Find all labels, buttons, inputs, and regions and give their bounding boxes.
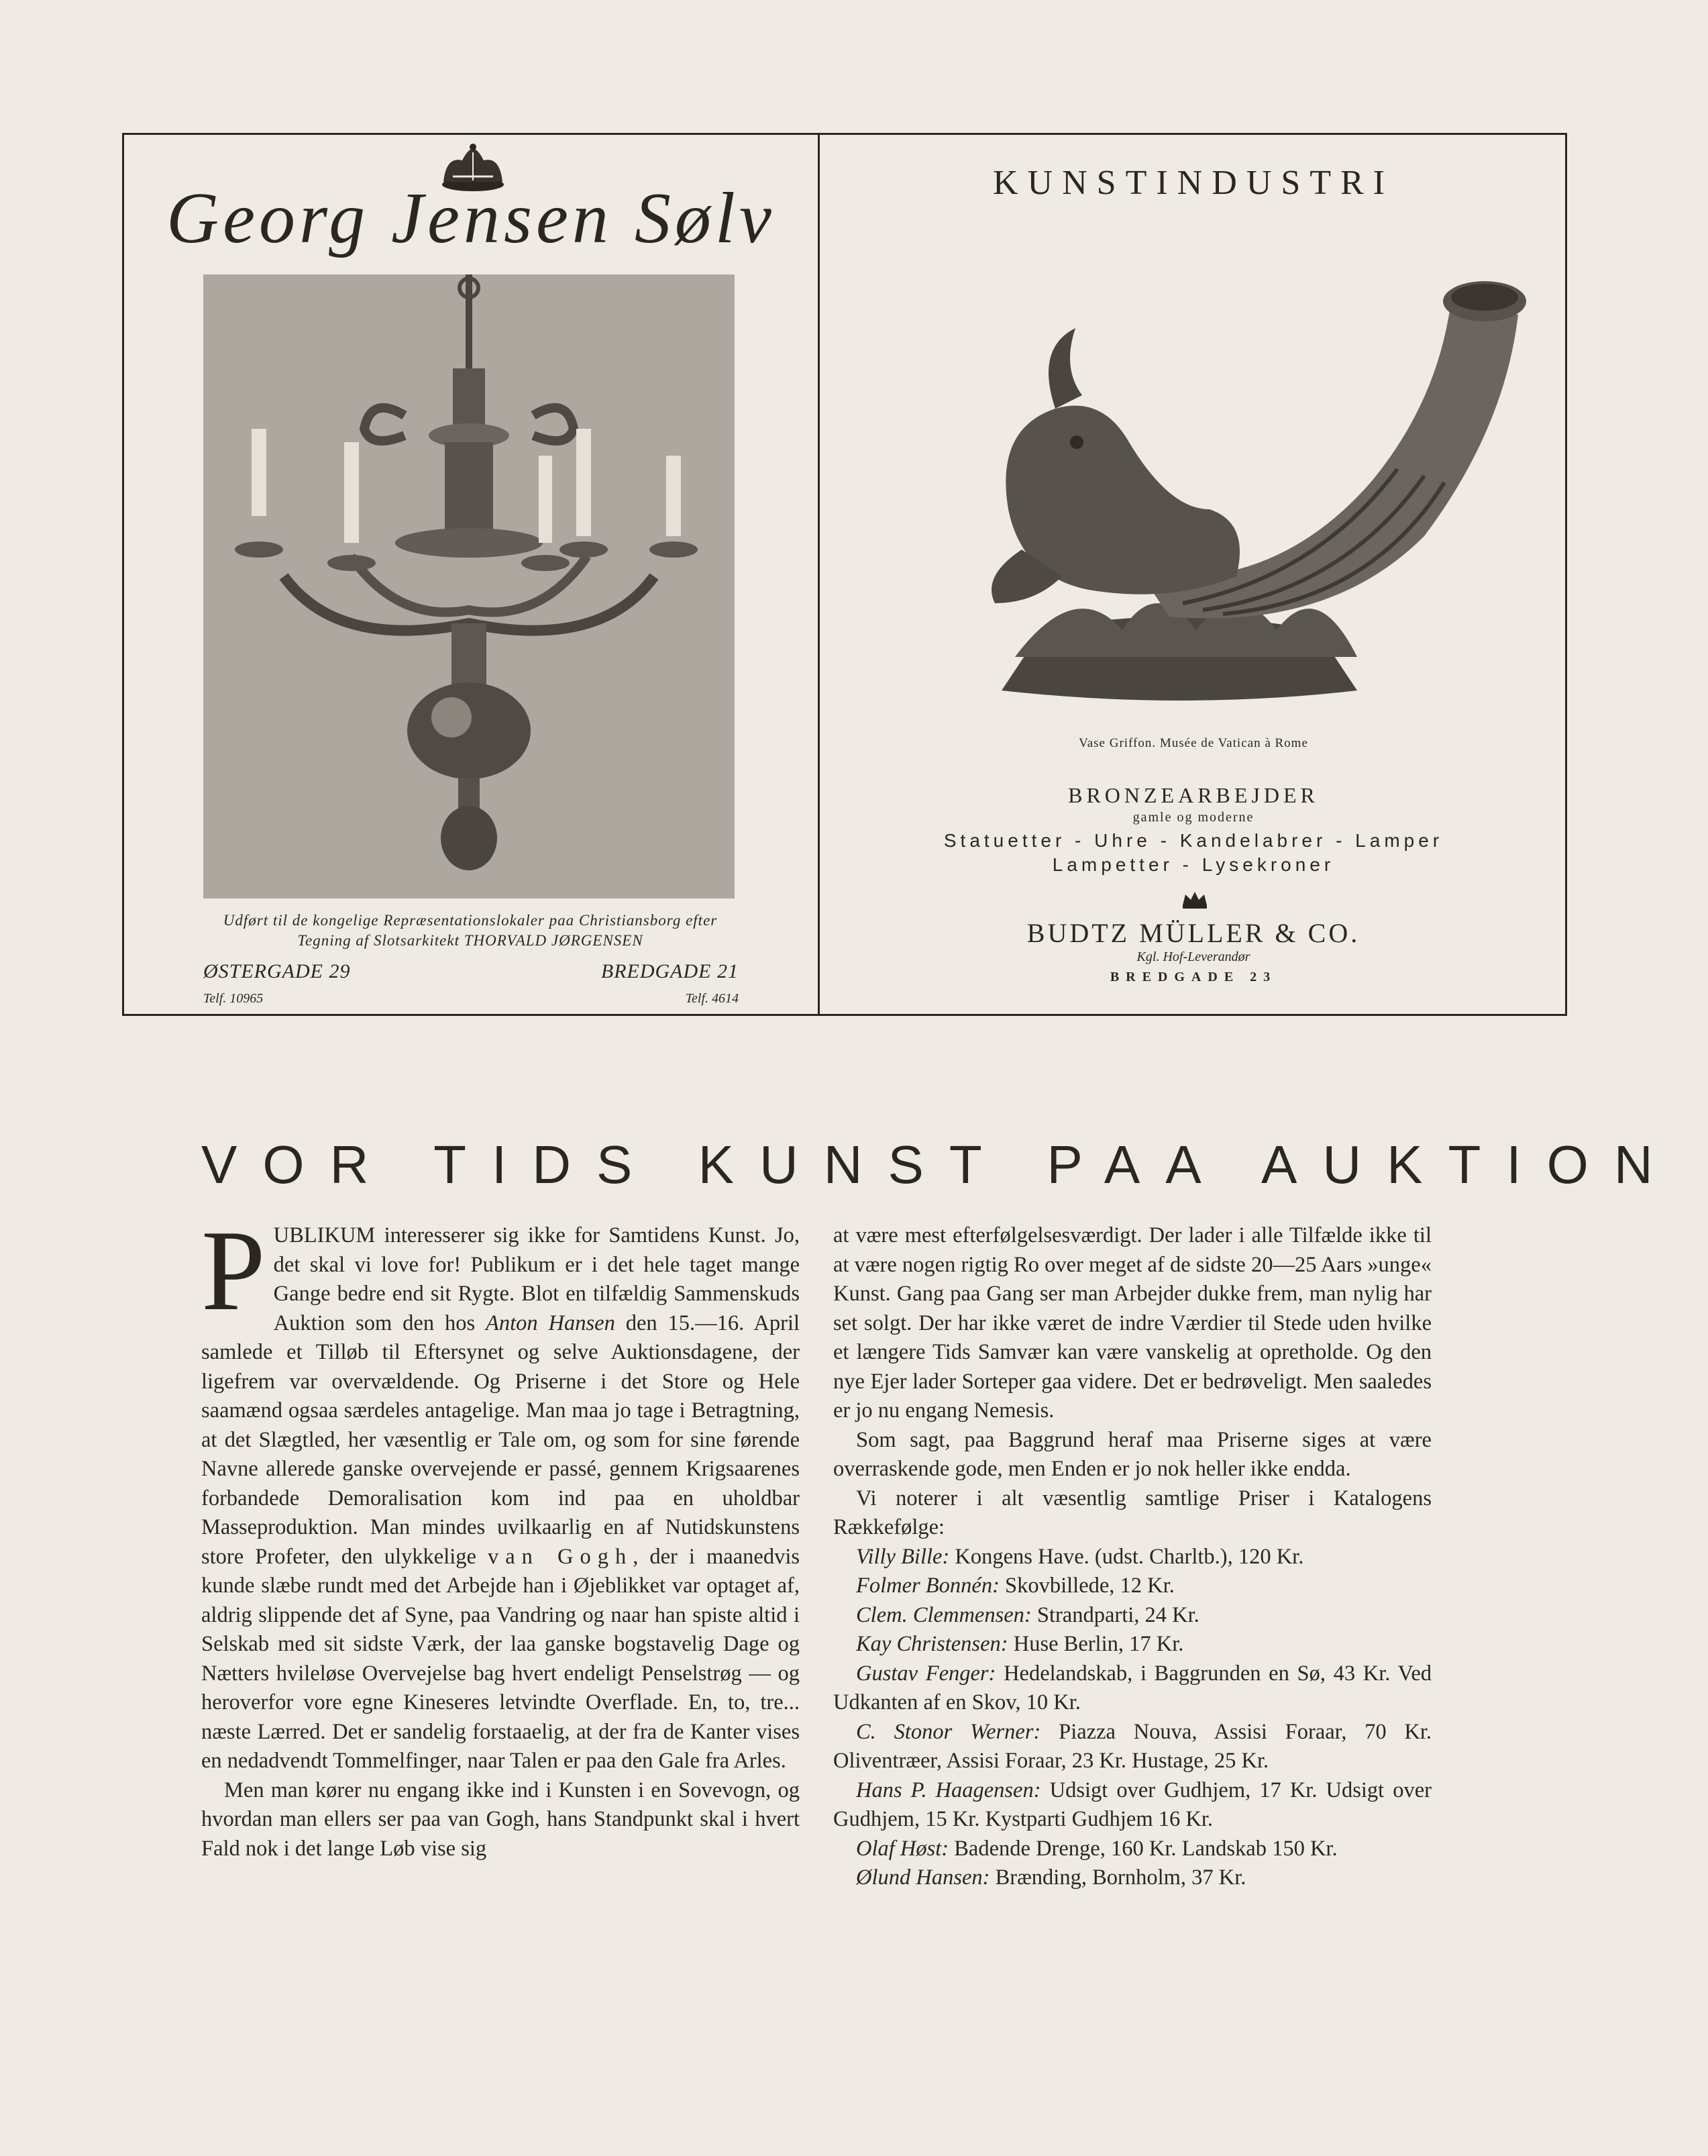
address-ostergade: ØSTERGADE 29: [203, 960, 351, 982]
artist-name: Hans P. Haagensen:: [856, 1778, 1041, 1802]
artist-name: Clem. Clemmensen:: [856, 1602, 1032, 1627]
price-entry: [833, 1835, 1432, 1864]
text-segment: den 15.—16. April samlede et Tilløb til Eftersynet og selve Auktionsdagene, der ligefrem var overvældende. Og Priserne i det Store og Hele saamænd ogsaa særdeles antagelige. Man maa jo tage i Betragtning, at det Slægtled, her væsentlig er Tale om, og som for sine førende Navne allerede ganske overvejende er passé, gennem Krigsaarenes forbandede Demoralisation kom ind paa en uholdbar Masseproduktion. Man mindes uvilkaarlig en af Nutidskunstens store Profeter, den ulykkelige: [201, 1311, 800, 1569]
article-paragraph: Som sagt, paa Baggrund heraf maa Priserne siges at være overraskende gode, men Enden er jo nok heller ikke endda.: [833, 1427, 1432, 1481]
caption-line-1: Udført til de kongelige Repræsentationslokaler paa Christiansborg efter: [223, 912, 718, 929]
telephone-bredgade: Telf. 4614: [685, 991, 739, 1006]
price-works: Udsigt over Gudhjem, 17 Kr. Udsigt over Gudhjem, 15 Kr. Kystparti Gudhjem 16 Kr.: [833, 1778, 1432, 1831]
telephone-ostergade: Telf. 10965: [203, 991, 264, 1006]
firm-address: BREDGADE 23: [1110, 970, 1277, 984]
address-bredgade: BREDGADE 21: [600, 960, 739, 982]
georg-jensen-title: Georg Jensen Sølv: [166, 178, 776, 258]
artist-name: Anton Hansen: [486, 1311, 615, 1335]
artist-name: Olaf Høst:: [856, 1836, 949, 1861]
ad-divider: [818, 135, 820, 1014]
bronzearbejder-heading: BRONZEARBEJDER: [1068, 783, 1319, 807]
artist-name: Ølund Hansen:: [856, 1865, 990, 1890]
vase-caption: Vase Griffon. Musée de Vatican à Rome: [1079, 736, 1308, 750]
price-entry: [833, 1601, 1432, 1631]
price-works: Brænding, Bornholm, 37 Kr.: [990, 1865, 1246, 1890]
kunstindustri-heading: KUNSTINDUSTRI: [993, 164, 1394, 202]
royal-purveyor: Kgl. Hof-Leverandør: [1136, 949, 1250, 964]
article-column-left: [201, 1207, 800, 1863]
article-paragraph: [201, 1207, 800, 1776]
price-entry: [833, 1630, 1432, 1659]
article-paragraph: Men man kører nu engang ikke ind i Kunsten i en Sovevogn, og hvordan man ellers ser paa van Gogh, hans Standpunkt skal i hvert Fald nok i det lange Løb vise sig: [201, 1778, 800, 1861]
price-list: [833, 1543, 1432, 1893]
article-paragraph: Vi noterer i alt væsentlig samtlige Priser i Katalogens Rækkefølge:: [833, 1486, 1432, 1539]
product-list-line-1: Statuetter - Uhre - Kandelabrer - Lamper: [943, 830, 1444, 851]
price-works: Hedelandskab, i Baggrunden en Sø, 43 Kr. Ved Udkanten af en Skov, 10 Kr.: [833, 1661, 1432, 1714]
bronzearbejder-subheading: gamle og moderne: [1132, 810, 1255, 825]
advertisement-frame: [122, 133, 1567, 1016]
text-segment: , der i maanedvis kunde slæbe rundt med det Arbejde han i Øjeblikket var optaget af, aldrig slippende det af Syne, paa Vandring og naar han spiste altid i Selskab med sit sidste Værk, der laa ganske bogstavelig Dage og Nætters hvileløse Overvejelse bag hvert endeligt Penselstrøg — og heroverfor vore egne Kineseres letvindte Overflade. En, to, tre... næste Lærred. Det er sandelig forstaaelig, at der fra de Kanter vises en nedadvendt Tommelfinger, naar Talen er paa den Gale fra Arles.: [201, 1544, 800, 1773]
caption-line-2: Tegning af Slotsarkitekt THORVALD JØRGENSEN: [297, 932, 643, 949]
crown-icon: [1180, 889, 1210, 909]
text-segment: UBLIKUM interesserer sig ikke for Samtidens Kunst. Jo, det skal vi love for! Publikum er i det hele taget mange Gange bedre end sit Rygte. Blot en tilfældig Sammenskuds Auktion som den hos: [273, 1223, 800, 1335]
article-paragraph: at være mest efterfølgelsesværdigt. Der lader i alle Tilfælde ikke til at være nogen rigtig Ro over meget af de sidste 20—25 Aars »unge« Kunst. Gang paa Gang ser man Arbejder dukke frem, man nylig har set solgt. Der har ikke været de indre Værdier til Stede uden hvilke et længere Tids Samvær kan være vanskelig at opretholde. Og den nye Ejer lader Sorteper gaa videre. Det er bedrøveligt. Men saaledes er jo nu engang Nemesis.: [833, 1223, 1432, 1423]
right-address-block: [124, 135, 818, 1014]
price-works: Kongens Have. (udst. Charltb.), 120 Kr.: [949, 1544, 1304, 1569]
price-entry: [833, 1863, 1432, 1893]
price-works: Badende Drenge, 160 Kr. Landskab 150 Kr.: [949, 1836, 1338, 1861]
price-entry: [833, 1543, 1432, 1572]
price-entry: [833, 1776, 1432, 1835]
griffon-vase-illustration: [901, 227, 1558, 737]
artist-name: Kay Christensen:: [856, 1632, 1008, 1656]
price-works: Strandparti, 24 Kr.: [1031, 1602, 1199, 1627]
drop-cap: P: [201, 1207, 266, 1335]
article-title: VOR TIDS KUNST PAA AUKTION: [201, 1135, 1678, 1194]
artist-name: Folmer Bonnén:: [856, 1574, 1000, 1598]
price-works: Piazza Nouva, Assisi Foraar, 70 Kr. Oliventræer, Assisi Foraar, 23 Kr. Hustage, 25 Kr.: [833, 1719, 1432, 1773]
price-works: Skovbillede, 12 Kr.: [999, 1574, 1175, 1598]
artist-name: C. Stonor Werner:: [856, 1719, 1041, 1744]
price-works: Huse Berlin, 17 Kr.: [1008, 1632, 1184, 1656]
artist-name-spaced: van Gogh: [488, 1544, 633, 1569]
artist-name: Gustav Fenger:: [856, 1661, 996, 1686]
price-entry: [833, 1718, 1432, 1776]
price-entry: [833, 1659, 1432, 1718]
artist-name: Villy Bille:: [856, 1544, 950, 1569]
firm-name: BUDTZ MÜLLER & CO.: [1026, 918, 1360, 948]
product-list-line-2: Lampetter - Lysekroner: [1052, 854, 1335, 875]
article-column-right: [833, 1221, 1432, 1893]
price-entry: [833, 1572, 1432, 1601]
